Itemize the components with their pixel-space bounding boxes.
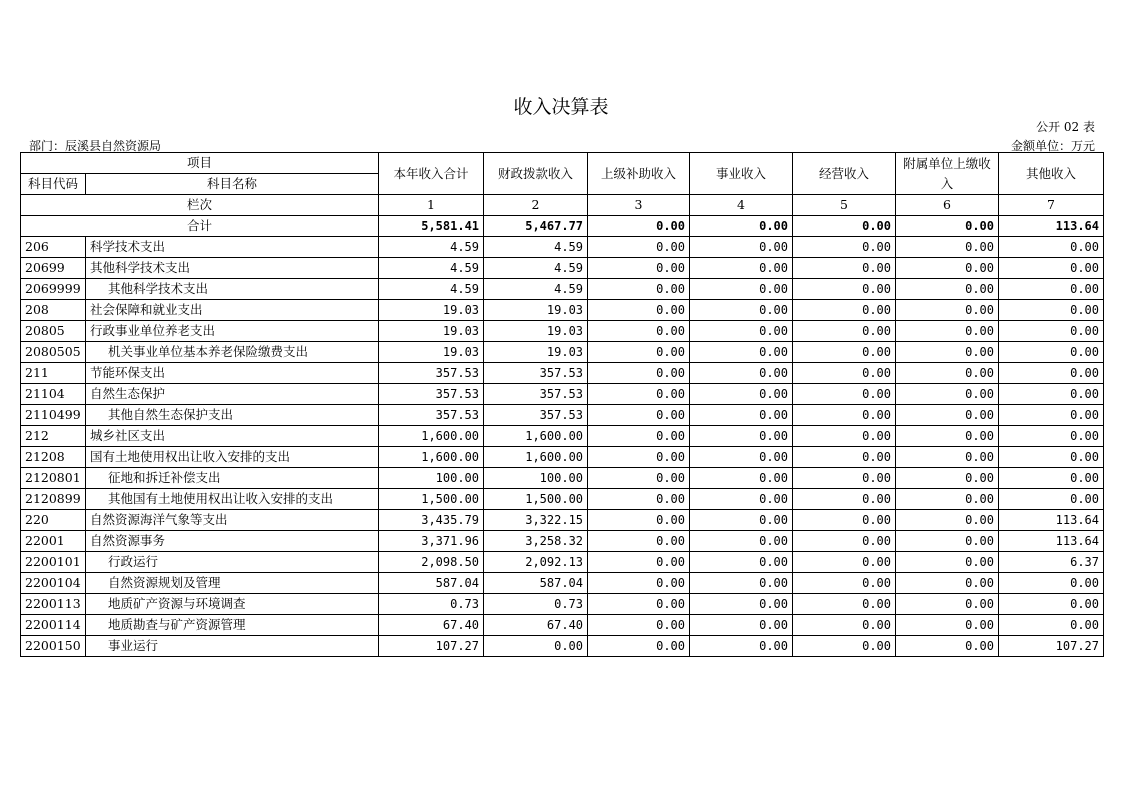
form-number: 公开 02 表 [1036, 120, 1095, 134]
row-value-7: 0.00 [999, 384, 1104, 405]
col-num-7: 7 [999, 195, 1104, 216]
header-project: 项目 [21, 153, 379, 174]
table-row [21, 258, 1104, 279]
row-value-3: 0.00 [588, 468, 690, 489]
row-value-5: 0.00 [793, 237, 896, 258]
row-value-1: 1,600.00 [379, 426, 484, 447]
row-value-3: 0.00 [588, 237, 690, 258]
row-value-3: 0.00 [588, 258, 690, 279]
header-col-1: 本年收入合计 [379, 153, 484, 195]
row-value-4: 0.00 [690, 594, 793, 615]
row-code: 21104 [21, 384, 86, 405]
row-value-1: 587.04 [379, 573, 484, 594]
row-value-3: 0.00 [588, 531, 690, 552]
row-name: 国有土地使用权出让收入安排的支出 [86, 447, 379, 468]
row-value-7: 0.00 [999, 615, 1104, 636]
row-value-1: 4.59 [379, 279, 484, 300]
row-value-7: 0.00 [999, 237, 1104, 258]
row-value-1: 19.03 [379, 342, 484, 363]
income-table [20, 152, 1104, 657]
row-value-6: 0.00 [896, 405, 999, 426]
row-value-1: 0.73 [379, 594, 484, 615]
header-col-2: 财政拨款收入 [484, 153, 588, 195]
row-name: 其他科学技术支出 [86, 279, 379, 300]
row-code: 2080505 [21, 342, 86, 363]
table-row [21, 510, 1104, 531]
row-code: 2200114 [21, 615, 86, 636]
col-num-2: 2 [484, 195, 588, 216]
row-value-2: 4.59 [484, 279, 588, 300]
row-value-4: 0.00 [690, 237, 793, 258]
row-value-7: 0.00 [999, 342, 1104, 363]
row-value-2: 357.53 [484, 363, 588, 384]
total-value-4: 0.00 [690, 216, 793, 237]
col-num-4: 4 [690, 195, 793, 216]
row-value-7: 113.64 [999, 510, 1104, 531]
row-name: 征地和拆迁补偿支出 [86, 468, 379, 489]
row-name: 自然资源海洋气象等支出 [86, 510, 379, 531]
row-value-2: 0.73 [484, 594, 588, 615]
row-code: 2110499 [21, 405, 86, 426]
row-value-6: 0.00 [896, 510, 999, 531]
row-value-3: 0.00 [588, 426, 690, 447]
row-value-7: 0.00 [999, 594, 1104, 615]
row-value-5: 0.00 [793, 510, 896, 531]
total-value-7: 113.64 [999, 216, 1104, 237]
row-name: 自然资源规划及管理 [86, 573, 379, 594]
row-value-1: 357.53 [379, 384, 484, 405]
row-value-5: 0.00 [793, 531, 896, 552]
row-value-7: 0.00 [999, 447, 1104, 468]
row-value-6: 0.00 [896, 489, 999, 510]
table-row [21, 300, 1104, 321]
row-value-6: 0.00 [896, 426, 999, 447]
row-name: 其他国有土地使用权出让收入安排的支出 [86, 489, 379, 510]
row-value-2: 1,500.00 [484, 489, 588, 510]
total-value-3: 0.00 [588, 216, 690, 237]
total-row [21, 216, 1104, 237]
row-value-1: 19.03 [379, 300, 484, 321]
row-value-6: 0.00 [896, 615, 999, 636]
row-value-4: 0.00 [690, 258, 793, 279]
row-value-3: 0.00 [588, 594, 690, 615]
row-value-1: 3,435.79 [379, 510, 484, 531]
row-value-5: 0.00 [793, 321, 896, 342]
row-value-3: 0.00 [588, 489, 690, 510]
row-value-1: 4.59 [379, 258, 484, 279]
row-code: 20699 [21, 258, 86, 279]
row-value-4: 0.00 [690, 510, 793, 531]
row-value-4: 0.00 [690, 384, 793, 405]
row-code: 2200150 [21, 636, 86, 657]
table-row [21, 321, 1104, 342]
row-value-3: 0.00 [588, 363, 690, 384]
row-value-2: 4.59 [484, 258, 588, 279]
row-value-2: 4.59 [484, 237, 588, 258]
table-row [21, 363, 1104, 384]
row-name: 节能环保支出 [86, 363, 379, 384]
row-value-3: 0.00 [588, 384, 690, 405]
page-title: 收入决算表 [513, 96, 609, 118]
table-row [21, 489, 1104, 510]
row-value-2: 357.53 [484, 384, 588, 405]
row-value-4: 0.00 [690, 573, 793, 594]
row-name: 自然资源事务 [86, 531, 379, 552]
table-row [21, 552, 1104, 573]
row-value-2: 2,092.13 [484, 552, 588, 573]
row-code: 2200113 [21, 594, 86, 615]
row-code: 220 [21, 510, 86, 531]
total-value-6: 0.00 [896, 216, 999, 237]
row-value-5: 0.00 [793, 363, 896, 384]
row-value-5: 0.00 [793, 552, 896, 573]
row-value-7: 0.00 [999, 489, 1104, 510]
row-name: 行政事业单位养老支出 [86, 321, 379, 342]
row-value-4: 0.00 [690, 447, 793, 468]
table-row [21, 636, 1104, 657]
table-row [21, 279, 1104, 300]
row-value-4: 0.00 [690, 552, 793, 573]
row-name: 事业运行 [86, 636, 379, 657]
row-value-4: 0.00 [690, 636, 793, 657]
col-num-1: 1 [379, 195, 484, 216]
row-code: 2200101 [21, 552, 86, 573]
row-value-3: 0.00 [588, 321, 690, 342]
row-value-4: 0.00 [690, 489, 793, 510]
row-value-1: 107.27 [379, 636, 484, 657]
row-value-7: 0.00 [999, 426, 1104, 447]
row-value-1: 4.59 [379, 237, 484, 258]
row-value-4: 0.00 [690, 468, 793, 489]
row-code: 2120899 [21, 489, 86, 510]
row-value-4: 0.00 [690, 426, 793, 447]
row-name: 自然生态保护 [86, 384, 379, 405]
total-value-1: 5,581.41 [379, 216, 484, 237]
row-value-6: 0.00 [896, 342, 999, 363]
row-value-4: 0.00 [690, 363, 793, 384]
row-name: 地质矿产资源与环境调查 [86, 594, 379, 615]
row-value-2: 357.53 [484, 405, 588, 426]
row-value-3: 0.00 [588, 300, 690, 321]
row-value-2: 1,600.00 [484, 447, 588, 468]
row-value-2: 1,600.00 [484, 426, 588, 447]
row-value-4: 0.00 [690, 279, 793, 300]
row-value-5: 0.00 [793, 489, 896, 510]
row-value-3: 0.00 [588, 510, 690, 531]
row-name: 其他自然生态保护支出 [86, 405, 379, 426]
row-value-6: 0.00 [896, 321, 999, 342]
row-value-5: 0.00 [793, 636, 896, 657]
table-row [21, 573, 1104, 594]
row-value-5: 0.00 [793, 279, 896, 300]
header-col-5: 经营收入 [793, 153, 896, 195]
header-lanci: 栏次 [21, 195, 379, 216]
row-value-6: 0.00 [896, 594, 999, 615]
header-col-6: 附属单位上缴收入 [896, 153, 999, 195]
row-value-7: 0.00 [999, 258, 1104, 279]
row-value-6: 0.00 [896, 384, 999, 405]
table-row [21, 468, 1104, 489]
row-value-2: 19.03 [484, 321, 588, 342]
header-col-7: 其他收入 [999, 153, 1104, 195]
row-value-1: 3,371.96 [379, 531, 484, 552]
row-value-5: 0.00 [793, 615, 896, 636]
table-row [21, 342, 1104, 363]
row-value-4: 0.00 [690, 405, 793, 426]
row-value-6: 0.00 [896, 279, 999, 300]
row-value-7: 0.00 [999, 405, 1104, 426]
header-code: 科目代码 [21, 174, 86, 195]
row-value-7: 113.64 [999, 531, 1104, 552]
row-code: 2200104 [21, 573, 86, 594]
row-value-6: 0.00 [896, 363, 999, 384]
row-value-3: 0.00 [588, 342, 690, 363]
table-row [21, 426, 1104, 447]
header-col-3: 上级补助收入 [588, 153, 690, 195]
row-value-5: 0.00 [793, 384, 896, 405]
row-value-6: 0.00 [896, 573, 999, 594]
header-name: 科目名称 [86, 174, 379, 195]
table-row [21, 405, 1104, 426]
row-value-1: 67.40 [379, 615, 484, 636]
row-name: 科学技术支出 [86, 237, 379, 258]
row-value-3: 0.00 [588, 279, 690, 300]
total-value-5: 0.00 [793, 216, 896, 237]
row-value-3: 0.00 [588, 552, 690, 573]
table-row [21, 447, 1104, 468]
row-value-6: 0.00 [896, 300, 999, 321]
row-value-5: 0.00 [793, 342, 896, 363]
row-value-7: 0.00 [999, 363, 1104, 384]
row-name: 其他科学技术支出 [86, 258, 379, 279]
row-value-7: 6.37 [999, 552, 1104, 573]
row-value-2: 3,322.15 [484, 510, 588, 531]
row-value-1: 1,600.00 [379, 447, 484, 468]
row-value-5: 0.00 [793, 426, 896, 447]
row-value-5: 0.00 [793, 300, 896, 321]
row-value-6: 0.00 [896, 636, 999, 657]
row-value-2: 587.04 [484, 573, 588, 594]
row-value-6: 0.00 [896, 552, 999, 573]
row-value-1: 357.53 [379, 363, 484, 384]
table-row [21, 237, 1104, 258]
row-value-2: 3,258.32 [484, 531, 588, 552]
row-value-1: 19.03 [379, 321, 484, 342]
row-value-1: 100.00 [379, 468, 484, 489]
row-value-6: 0.00 [896, 531, 999, 552]
row-value-6: 0.00 [896, 468, 999, 489]
row-code: 211 [21, 363, 86, 384]
header-col-4: 事业收入 [690, 153, 793, 195]
table-row [21, 531, 1104, 552]
unit-label: 金额单位：万元 [1010, 139, 1095, 153]
row-name: 地质勘查与矿产资源管理 [86, 615, 379, 636]
row-value-4: 0.00 [690, 321, 793, 342]
row-value-7: 107.27 [999, 636, 1104, 657]
row-value-4: 0.00 [690, 300, 793, 321]
row-value-3: 0.00 [588, 615, 690, 636]
row-value-2: 0.00 [484, 636, 588, 657]
row-code: 208 [21, 300, 86, 321]
row-code: 21208 [21, 447, 86, 468]
row-value-1: 1,500.00 [379, 489, 484, 510]
row-value-4: 0.00 [690, 531, 793, 552]
row-name: 行政运行 [86, 552, 379, 573]
col-num-6: 6 [896, 195, 999, 216]
row-value-5: 0.00 [793, 594, 896, 615]
row-value-1: 2,098.50 [379, 552, 484, 573]
row-code: 22001 [21, 531, 86, 552]
row-value-3: 0.00 [588, 636, 690, 657]
table-row [21, 384, 1104, 405]
table-row [21, 594, 1104, 615]
row-value-5: 0.00 [793, 447, 896, 468]
row-value-7: 0.00 [999, 573, 1104, 594]
row-code: 212 [21, 426, 86, 447]
row-value-6: 0.00 [896, 258, 999, 279]
row-name: 机关事业单位基本养老保险缴费支出 [86, 342, 379, 363]
total-value-2: 5,467.77 [484, 216, 588, 237]
total-label: 合计 [21, 216, 379, 237]
row-code: 206 [21, 237, 86, 258]
row-value-2: 67.40 [484, 615, 588, 636]
department-label: 部门：辰溪县自然资源局 [29, 139, 162, 153]
row-value-4: 0.00 [690, 615, 793, 636]
row-value-4: 0.00 [690, 342, 793, 363]
row-value-7: 0.00 [999, 279, 1104, 300]
row-value-3: 0.00 [588, 447, 690, 468]
row-code: 2120801 [21, 468, 86, 489]
row-value-5: 0.00 [793, 405, 896, 426]
row-value-7: 0.00 [999, 468, 1104, 489]
row-value-7: 0.00 [999, 321, 1104, 342]
row-value-2: 19.03 [484, 342, 588, 363]
row-name: 城乡社区支出 [86, 426, 379, 447]
row-value-5: 0.00 [793, 258, 896, 279]
row-value-6: 0.00 [896, 447, 999, 468]
row-value-1: 357.53 [379, 405, 484, 426]
row-value-7: 0.00 [999, 300, 1104, 321]
row-value-5: 0.00 [793, 573, 896, 594]
row-name: 社会保障和就业支出 [86, 300, 379, 321]
row-value-3: 0.00 [588, 405, 690, 426]
row-value-3: 0.00 [588, 573, 690, 594]
col-num-5: 5 [793, 195, 896, 216]
row-value-2: 19.03 [484, 300, 588, 321]
table-row [21, 615, 1104, 636]
row-code: 20805 [21, 321, 86, 342]
row-value-6: 0.00 [896, 237, 999, 258]
row-code: 2069999 [21, 279, 86, 300]
row-value-2: 100.00 [484, 468, 588, 489]
col-num-3: 3 [588, 195, 690, 216]
row-value-5: 0.00 [793, 468, 896, 489]
